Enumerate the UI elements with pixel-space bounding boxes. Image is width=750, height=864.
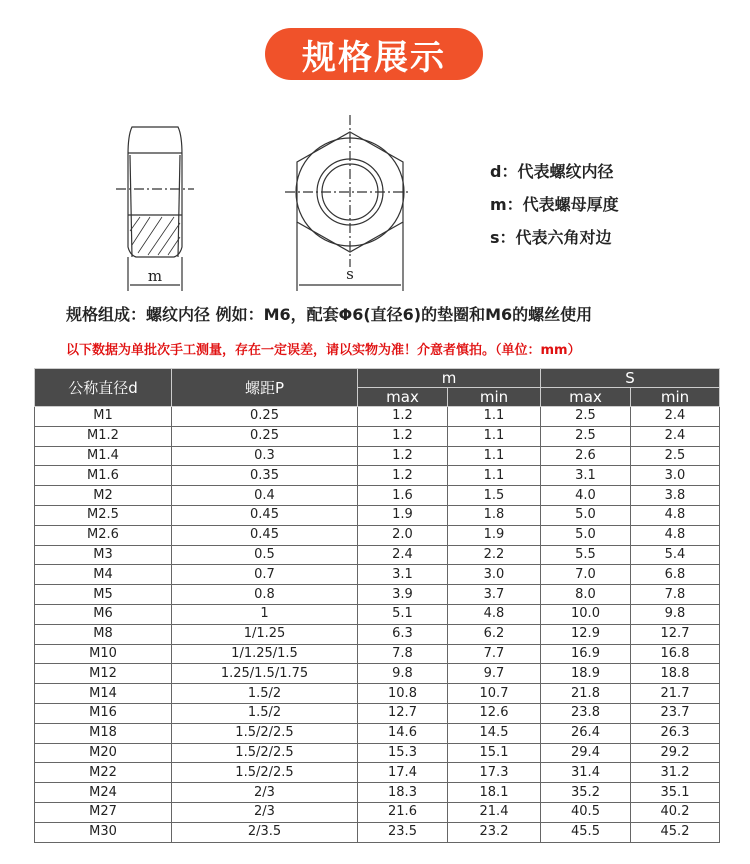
table-row [35,743,720,763]
cell-m-max: 14.6 [358,723,448,743]
cell-s-max: 16.9 [541,644,631,664]
cell-pitch: 0.45 [172,505,358,525]
cell-diameter: M30 [35,822,172,842]
cell-diameter: M2.6 [35,525,172,545]
cell-s-max: 7.0 [541,565,631,585]
cell-m-min: 1.1 [448,407,541,427]
header-m: m [358,369,541,388]
table-row [35,723,720,743]
cell-m-min: 23.2 [448,822,541,842]
cell-diameter: M14 [35,684,172,704]
cell-m-min: 14.5 [448,723,541,743]
cell-m-max: 6.3 [358,624,448,644]
table-row [35,802,720,822]
cell-s-min: 21.7 [631,684,720,704]
table-row [35,466,720,486]
header-m-max: max [358,388,448,407]
cell-m-min: 4.8 [448,604,541,624]
table-row [35,763,720,783]
cell-s-min: 23.7 [631,703,720,723]
cell-m-max: 17.4 [358,763,448,783]
header-s-min: min [631,388,720,407]
cell-s-max: 2.5 [541,426,631,446]
table-row [35,684,720,704]
cell-m-min: 12.6 [448,703,541,723]
cell-m-max: 3.1 [358,565,448,585]
spec-table [34,368,720,843]
cell-pitch: 0.25 [172,426,358,446]
table-row [35,664,720,684]
table-row [35,486,720,506]
label-m: m [147,267,163,285]
cell-m-min: 1.1 [448,426,541,446]
cell-s-max: 4.0 [541,486,631,506]
header-diameter: 公称直径d [35,369,172,407]
cell-m-max: 2.4 [358,545,448,565]
cell-m-min: 10.7 [448,684,541,704]
legend-d: d：代表螺纹内径 [490,162,614,181]
cell-m-min: 15.1 [448,743,541,763]
cell-m-max: 1.2 [358,407,448,427]
cell-s-max: 45.5 [541,822,631,842]
cell-m-max: 1.2 [358,466,448,486]
cell-s-max: 10.0 [541,604,631,624]
cell-m-min: 1.9 [448,525,541,545]
table-row [35,565,720,585]
table-row [35,525,720,545]
cell-s-max: 31.4 [541,763,631,783]
cell-s-min: 16.8 [631,644,720,664]
cell-pitch: 1/1.25/1.5 [172,644,358,664]
cell-m-min: 6.2 [448,624,541,644]
cell-s-min: 2.5 [631,446,720,466]
cell-pitch: 0.25 [172,407,358,427]
cell-s-min: 5.4 [631,545,720,565]
cell-pitch: 1.5/2/2.5 [172,743,358,763]
hex-nut-drawing [50,95,410,295]
cell-pitch: 1 [172,604,358,624]
table-row [35,407,720,427]
table-row [35,426,720,446]
table-row [35,585,720,605]
cell-diameter: M2 [35,486,172,506]
cell-pitch: 1.5/2 [172,684,358,704]
cell-pitch: 0.45 [172,525,358,545]
cell-s-max: 26.4 [541,723,631,743]
cell-m-max: 15.3 [358,743,448,763]
cell-pitch: 1/1.25 [172,624,358,644]
cell-diameter: M24 [35,783,172,803]
cell-s-min: 9.8 [631,604,720,624]
cell-m-min: 17.3 [448,763,541,783]
cell-m-max: 21.6 [358,802,448,822]
cell-s-max: 12.9 [541,624,631,644]
cell-m-max: 3.9 [358,585,448,605]
cell-diameter: M8 [35,624,172,644]
cell-s-min: 3.0 [631,466,720,486]
legend-m: m：代表螺母厚度 [490,195,619,214]
cell-pitch: 2/3 [172,783,358,803]
cell-pitch: 2/3.5 [172,822,358,842]
spec-description: 规格组成：螺纹内径 例如：M6，配套Φ6(直径6)的垫圈和M6的螺丝使用 [66,305,593,324]
cell-m-min: 2.2 [448,545,541,565]
cell-s-max: 8.0 [541,585,631,605]
cell-m-max: 7.8 [358,644,448,664]
cell-s-min: 3.8 [631,486,720,506]
header-s: S [541,369,720,388]
cell-s-max: 5.0 [541,505,631,525]
cell-m-min: 3.0 [448,565,541,585]
table-row [35,624,720,644]
cell-pitch: 2/3 [172,802,358,822]
label-s: s [346,265,354,283]
cell-m-max: 18.3 [358,783,448,803]
cell-m-max: 1.2 [358,426,448,446]
cell-m-max: 1.2 [358,446,448,466]
table-row [35,783,720,803]
cell-diameter: M1 [35,407,172,427]
cell-m-min: 1.1 [448,446,541,466]
cell-m-min: 1.1 [448,466,541,486]
table-row [35,446,720,466]
cell-s-min: 6.8 [631,565,720,585]
cell-diameter: M18 [35,723,172,743]
cell-m-max: 12.7 [358,703,448,723]
cell-diameter: M1.4 [35,446,172,466]
cell-diameter: M22 [35,763,172,783]
cell-m-min: 21.4 [448,802,541,822]
cell-s-max: 40.5 [541,802,631,822]
table-row [35,822,720,842]
section-title-badge [265,28,483,80]
nut-front-view [285,115,410,291]
cell-pitch: 0.3 [172,446,358,466]
cell-m-max: 9.8 [358,664,448,684]
measurement-note: 以下数据为单批次手工测量，存在一定误差，请以实物为准！介意者慎拍。（单位：mm） [66,343,581,358]
cell-diameter: M2.5 [35,505,172,525]
cell-s-min: 35.1 [631,783,720,803]
cell-pitch: 0.5 [172,545,358,565]
table-row [35,604,720,624]
cell-pitch: 1.5/2/2.5 [172,763,358,783]
header-s-max: max [541,388,631,407]
cell-s-min: 26.3 [631,723,720,743]
dimension-legend [490,155,619,254]
cell-s-max: 2.5 [541,407,631,427]
cell-m-max: 23.5 [358,822,448,842]
cell-m-min: 18.1 [448,783,541,803]
table-row [35,545,720,565]
nut-side-view [116,127,194,291]
table-body [35,407,720,843]
cell-pitch: 0.7 [172,565,358,585]
cell-diameter: M12 [35,664,172,684]
cell-pitch: 0.8 [172,585,358,605]
cell-diameter: M16 [35,703,172,723]
cell-s-max: 2.6 [541,446,631,466]
cell-s-min: 4.8 [631,525,720,545]
header-pitch: 螺距P [172,369,358,407]
cell-s-max: 5.5 [541,545,631,565]
cell-s-min: 18.8 [631,664,720,684]
cell-s-min: 45.2 [631,822,720,842]
cell-m-min: 3.7 [448,585,541,605]
cell-pitch: 1.5/2/2.5 [172,723,358,743]
cell-s-min: 31.2 [631,763,720,783]
table-row [35,644,720,664]
cell-s-min: 2.4 [631,407,720,427]
section-title: 规格展示 [302,37,446,78]
cell-m-max: 1.6 [358,486,448,506]
cell-s-min: 29.2 [631,743,720,763]
cell-s-max: 21.8 [541,684,631,704]
cell-s-min: 40.2 [631,802,720,822]
cell-diameter: M1.6 [35,466,172,486]
cell-pitch: 0.4 [172,486,358,506]
table-row [35,505,720,525]
table-row [35,703,720,723]
cell-diameter: M3 [35,545,172,565]
cell-pitch: 0.35 [172,466,358,486]
cell-pitch: 1.5/2 [172,703,358,723]
cell-diameter: M6 [35,604,172,624]
cell-s-max: 18.9 [541,664,631,684]
cell-diameter: M5 [35,585,172,605]
cell-m-max: 2.0 [358,525,448,545]
cell-pitch: 1.25/1.5/1.75 [172,664,358,684]
cell-s-min: 12.7 [631,624,720,644]
cell-diameter: M4 [35,565,172,585]
cell-s-max: 35.2 [541,783,631,803]
cell-s-max: 5.0 [541,525,631,545]
cell-m-min: 7.7 [448,644,541,664]
cell-diameter: M20 [35,743,172,763]
cell-s-max: 3.1 [541,466,631,486]
cell-m-max: 10.8 [358,684,448,704]
cell-s-max: 29.4 [541,743,631,763]
header-m-min: min [448,388,541,407]
legend-s: s：代表六角对边 [490,228,612,247]
cell-diameter: M27 [35,802,172,822]
cell-s-min: 7.8 [631,585,720,605]
cell-m-min: 9.7 [448,664,541,684]
cell-s-min: 4.8 [631,505,720,525]
cell-m-max: 1.9 [358,505,448,525]
cell-m-max: 5.1 [358,604,448,624]
cell-diameter: M1.2 [35,426,172,446]
cell-m-min: 1.5 [448,486,541,506]
cell-diameter: M10 [35,644,172,664]
cell-s-max: 23.8 [541,703,631,723]
cell-s-min: 2.4 [631,426,720,446]
cell-m-min: 1.8 [448,505,541,525]
